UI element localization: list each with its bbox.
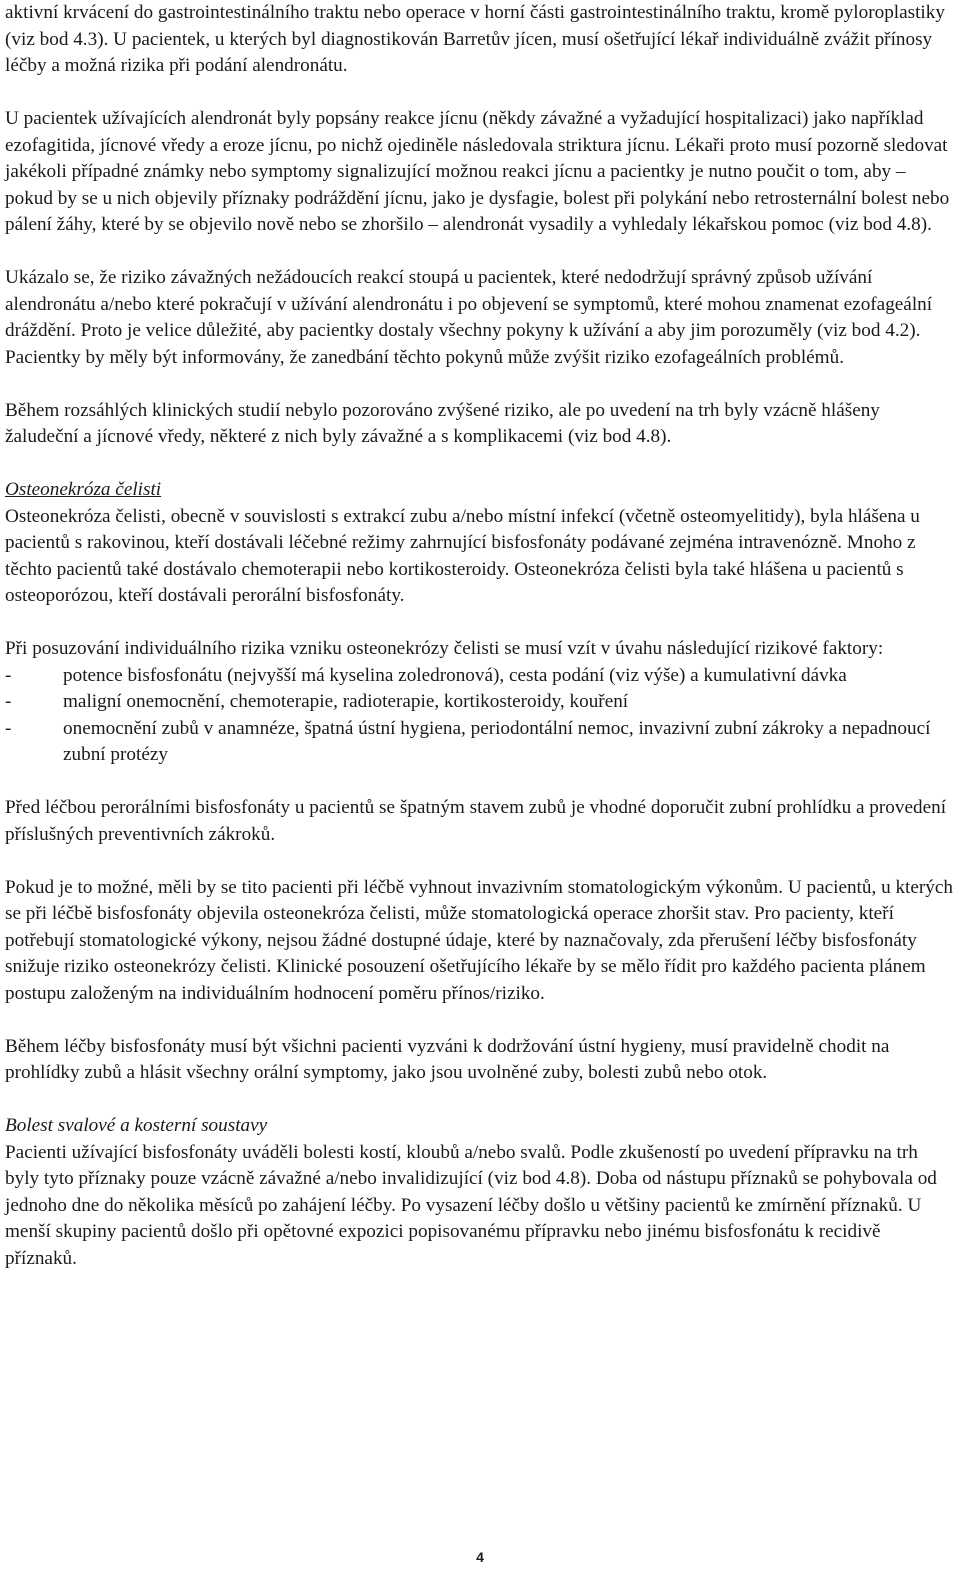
paragraph-gi-contraindication: aktivní krvácení do gastrointestinálního traktu nebo operace v horní části gastrointestinálního traktu, kromě pyloroplastiky (viz bod 4.3). U pacientek, u kterých byl diagnostikován Barretův jícen, musí ošetřující lékař individuálně zvážit přínosy léčby a možná rizika při podání alendronátu. (5, 2, 945, 76)
heading-osteonecrosis: Osteonekróza čelisti (5, 479, 162, 500)
list-item (5, 689, 955, 716)
list-item-text: onemocnění zubů v anamnéze, špatná ústní hygiena, periodontální nemoc, invazivní zubní zákroky a nepadnoucí zubní protézy (63, 717, 931, 765)
document-page (5, 0, 955, 1272)
paragraph-esophageal-reactions: U pacientek užívajících alendronát byly popsány reakce jícnu (někdy závažné a vyžadující hospitalizaci) jako například ezofagitida, jícnové vředy a eroze jícnu, po nichž ojediněle následovala striktura jícnu. Lékaři proto musí pozorně sledovat jakékoli případné známky nebo symptomy signalizující možnou reakci jícnu a pacientky je nutno poučit o tom, aby – pokud by se u nich objevily příznaky podráždění jícnu, jako je dysfagie, bolest při polykání nebo retrosternální bolest nebo pálení žáhy, které by se objevilo nově nebo se zhoršilo – alendronát vysadily a vyhledaly lékařskou pomoc (viz bod 4.8). (5, 108, 950, 235)
paragraph-oral-hygiene: Během léčby bisfosfonáty musí být všichni pacienti vyzváni k dodržování ústní hygieny, musí pravidelně chodit na prohlídky zubů a hlásit všechny orální symptomy, jako jsou uvolněné zuby, bolesti zubů nebo otok. (5, 1035, 890, 1083)
list-item-text: potence bisfosfonátu (nejvyšší má kyselina zoledronová), cesta podání (viz výše) a kumulativní dávka (63, 664, 847, 686)
paragraph-dental-exam: Před léčbou perorálními bisfosfonáty u pacientů se špatným stavem zubů je vhodné doporučit zubní prohlídku a provedení příslušných preventivních zákroků. (5, 797, 947, 845)
list-dash: - (5, 664, 12, 686)
list-item (5, 663, 955, 690)
list-dash: - (5, 717, 12, 739)
risk-factors-list (5, 663, 955, 769)
paragraph-osteonecrosis: Osteonekróza čelisti, obecně v souvislosti s extrakcí zubu a/nebo místní infekcí (včetně osteomyelitidy), byla hlášena u pacientů s rakovinou, kteří dostávali léčebné režimy zahrnující bisfosfonáty podávané zejména intravenózně. Mnoho z těchto pacientů také dostávalo chemoterapii nebo kortikosteroidy. Osteonekróza čelisti byla také hlášena u pacientů s osteoporózou, kteří dostávali perorální bisfosfonáty. (5, 505, 920, 606)
page-number: 4 (476, 1549, 484, 1565)
heading-musculoskeletal-pain: Bolest svalové a kosterní soustavy (5, 1115, 268, 1136)
list-item-text: maligní onemocnění, chemoterapie, radioterapie, kortikosteroidy, kouření (63, 691, 629, 712)
paragraph-invasive-procedures: Pokud je to možné, měli by se tito pacienti při léčbě vyhnout invazivním stomatologickým výkonům. U pacientů, u kterých se při léčbě bisfosfonáty objevila osteonekróza čelisti, může stomatologická operace zhoršit stav. Pro pacienty, kteří potřebují stomatologické výkony, nejsou žádné dostupné údaje, které by naznačovaly, zda přerušení léčby bisfosfonáty snižuje riziko osteonekrózy čelisti. Klinické posouzení ošetřujícího lékaře by se mělo řídit pro každého pacienta plánem postupu založeným na individuálním hodnocení poměru přínos/riziko. (5, 876, 953, 1004)
paragraph-musculoskeletal-pain: Pacienti užívající bisfosfonáty uváděli bolesti kostí, kloubů a/nebo svalů. Podle zkušeností po uvedení přípravku na trh byly tyto příznaky pouze vzácně závažné a/nebo invalidizující (viz bod 4.8). Doba od nástupu příznaků se pohybovala od jednoho dne do několika měsíců po zahájení léčby. Po vysazení léčby došlo u většiny pacientů ke zmírnění příznaků. U menší skupiny pacientů došlo při opětovné expozici popisovanému přípravku nebo jinému bisfosfonátu k recidivě příznaků. (5, 1141, 937, 1269)
paragraph-adverse-risk: Ukázalo se, že riziko závažných nežádoucích reakcí stoupá u pacientek, které nedodržují správný způsob užívání alendronátu a/nebo které pokračují v užívání alendronátu i po objevení se symptomů, které mohou znamenat ezofageální dráždění. Proto je velice důležité, aby pacientky dostaly všechny pokyny k užívání a aby jim porozuměly (viz bod 4.2). Pacientky by měly být informovány, že zanedbání těchto pokynů může zvýšit riziko ezofageálních problémů. (5, 267, 933, 368)
list-dash: - (5, 691, 12, 712)
paragraph-risk-factors-intro: Při posuzování individuálního rizika vzniku osteonekrózy čelisti se musí vzít v úvahu následující rizikové faktory: (5, 638, 884, 659)
list-item (5, 716, 955, 769)
paragraph-clinical-studies: Během rozsáhlých klinických studií nebylo pozorováno zvýšené riziko, ale po uvedení na trh byly vzácně hlášeny žaludeční a jícnové vředy, některé z nich byly závažné a s komplikacemi (viz bod 4.8). (5, 399, 880, 447)
